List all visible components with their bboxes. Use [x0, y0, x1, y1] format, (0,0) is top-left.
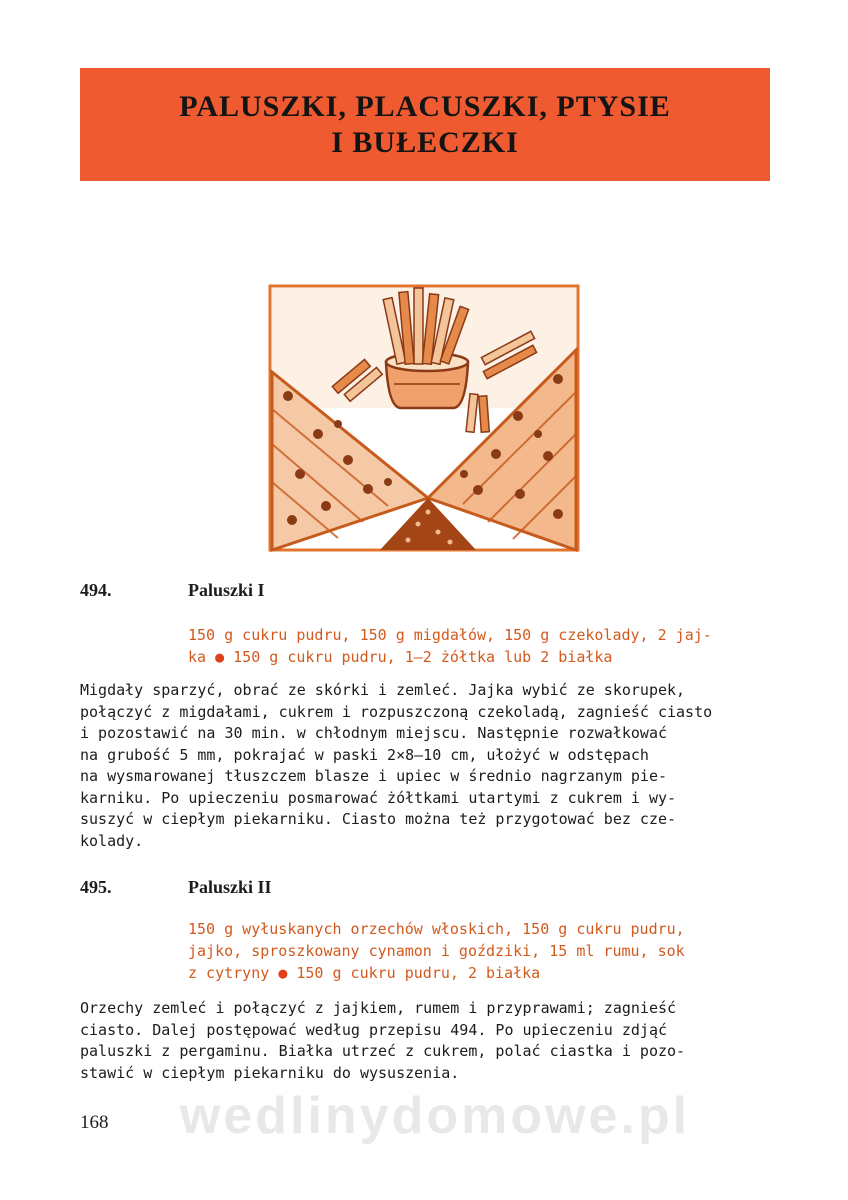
instruction-line: połączyć z migdałami, cukrem i rozpuszczoną czekoladą, zagnieść ciasto — [80, 702, 713, 721]
recipe-number: 494. — [80, 580, 112, 600]
instruction-line: kolady. — [80, 831, 144, 850]
instruction-line: i pozostawić na 30 min. w chłodnym miejscu. Następnie rozwałkować — [80, 724, 667, 742]
ingredients-line: 150 g cukru pudru, 150 g migdałów, 150 g czekolady, 2 jaj- — [188, 626, 712, 644]
chapter-title-line-2: I BUŁECZKI — [331, 125, 519, 159]
bullet-icon: ● — [215, 648, 225, 666]
page-number: 168 — [80, 1112, 109, 1133]
instruction-line: suszyć w ciepłym piekarniku. Ciasto można też przygotować bez cze- — [80, 810, 677, 828]
ingredients-text: ka — [188, 648, 207, 666]
breadsticks-illustration — [268, 284, 580, 552]
watermark: wedlinydomowe.pl — [179, 1087, 691, 1145]
instruction-line: Orzechy zemleć i połączyć z jajkiem, rumem i przyprawami; zagnieść — [80, 999, 677, 1017]
ingredients-line: 150 g wyłuskanych orzechów włoskich, 150 g cukru pudru, — [188, 920, 685, 938]
instruction-line: Migdały sparzyć, obrać ze skórki i zemleć. Jajka wybić ze skorupek, — [80, 681, 686, 699]
instruction-line: na wysmarowanej tłuszczem blasze i upiec w średnio nagrzanym pie- — [80, 767, 667, 785]
ingredients-list — [188, 918, 768, 984]
ingredients-line — [188, 962, 768, 984]
ingredients-text: z cytryny — [188, 964, 270, 982]
ingredients-text: 150 g cukru pudru, 2 białka — [296, 964, 541, 982]
instruction-line: ciasto. Dalej postępować według przepisu 494. Po upieczeniu zdjąć — [80, 1020, 667, 1039]
ingredients-line: jajko, sproszkowany cynamon i goździki, 15 ml rumu, sok — [188, 942, 685, 960]
recipe-instructions — [80, 998, 770, 1084]
instruction-line: paluszki z pergaminu. Białka utrzeć z cukrem, polać ciastka i pozo- — [80, 1042, 686, 1060]
instruction-line: stawić w ciepłym piekarniku do wysuszenia. — [80, 1063, 460, 1082]
instruction-line: na grubość 5 mm, pokrajać w paski 2×8—10 cm, ułożyć w odstępach — [80, 745, 649, 764]
ingredients-line — [188, 646, 768, 668]
bullet-icon: ● — [278, 964, 288, 982]
recipe-instructions — [80, 680, 770, 852]
recipe-title: Paluszki II — [188, 877, 272, 897]
ingredients-list — [188, 624, 768, 668]
instruction-line: karniku. Po upieczeniu posmarować żółtkami utartymi z cukrem i wy- — [80, 788, 677, 807]
recipe-number: 495. — [80, 877, 112, 897]
ingredients-text: 150 g cukru pudru, 1—2 żółtka lub 2 białka — [233, 648, 613, 666]
chapter-title-banner — [80, 68, 770, 181]
recipe-title: Paluszki I — [188, 580, 265, 600]
chapter-title-line-1: PALUSZKI, PLACUSZKI, PTYSIE — [179, 89, 671, 123]
